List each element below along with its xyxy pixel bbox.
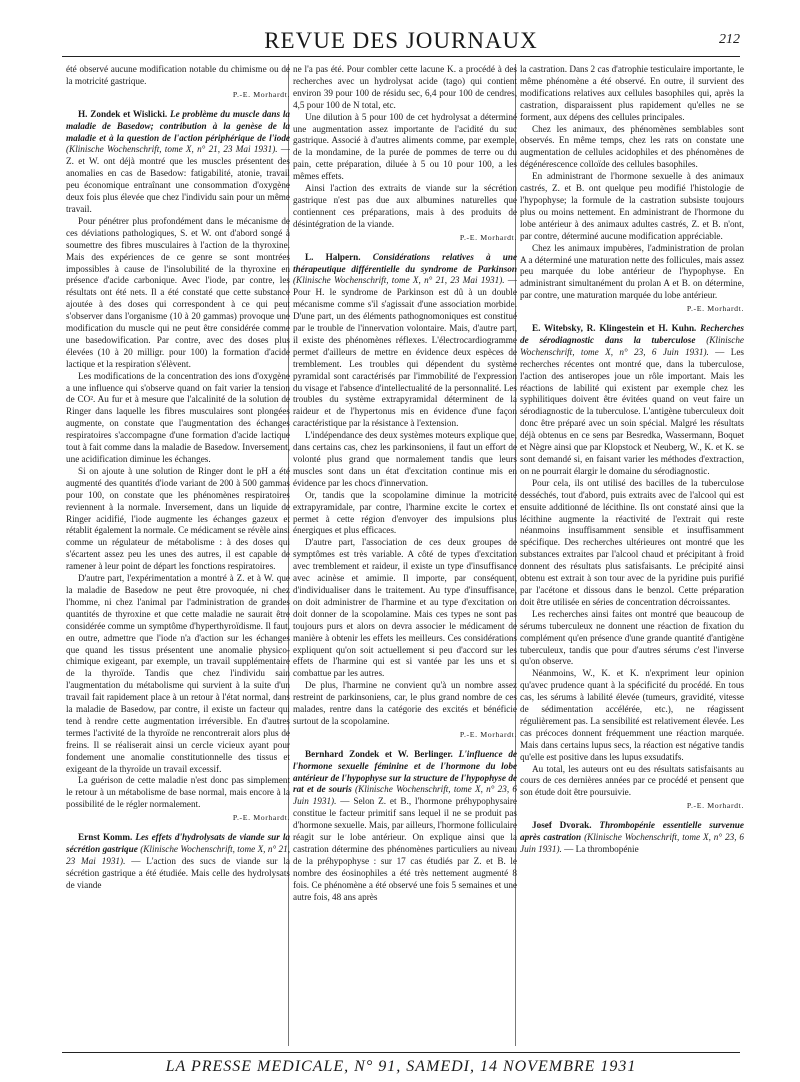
article-authors: L. Halpern. (305, 251, 361, 262)
article-reference: (Klinische Wochenschrift, tome X, n° 21, 23 Mai 1931). (293, 275, 505, 286)
page-header (62, 28, 740, 54)
paragraph: La guérison de cette maladie n'est donc pas simplement le retour à un métabolisme de base normal, mais encore à la possibilité de le régler normalement. (66, 775, 290, 810)
article-heading (66, 109, 290, 216)
paragraph: Les recherches ainsi faites ont montré que beaucoup de sérums tuberculeux ne donnent une réaction de fixation du complément qu'en présence d'une grande quantité d'antigène tuberculeux, tandis que pour d'autres sérums c'est l'inverse qu'on observe. (520, 608, 744, 667)
paragraph: ne l'a pas été. Pour combler cette lacune K. a procédé à des recherches avec un hydrolysat acide (tago) qui contient environ 39 pour 100 de résidu sec, 6,4 pour 100 de cendres, 4,5 pour 100 de N total, etc. (293, 64, 517, 110)
paragraph: D'autre part, l'expérimentation a montré à Z. et à W. que la maladie de Basedow ne peut être provoquée, ni chez l'homme, ni chez l'animal par l'administration de grandes quantités de thyroxine et que cette maladie ne saurait être considérée comme un symptôme d'hyperthyroïdisme. Il faut, en outre, admettre que l'iode n'a d'action sur les échanges que quand les tissus présentent une anomalie physico-chimique exigeant, par exemple, un travail supplémentaire de la thyroïde. Tandis que chez l'individu sain l'augmentation du métabolisme qui survient à la suite d'un travail fait rapidement place à un retour à l'état normal, dans la maladie de Basedow, par contre, il existe un facteur qui tend à rendre cette augmentation irréversible. En d'autres termes l'activité de la thyroïde ne rencontrerait alors plus de freins. Il se réaliserait ainsi un cercle vicieux ayant pour fondement une anomalie constitutionnelle des tissus et exigeant de la thyroïde un travail excessif. (66, 573, 290, 774)
page-number: 212 (719, 32, 740, 47)
article (66, 109, 290, 824)
article-title: Thrombopénie essentielle survenue après castration (520, 820, 744, 843)
paragraph: été observé aucune modification notable du chimisme ou de la motricité gastrique. (66, 64, 290, 86)
article-title: L'influence de l'hormone sexuelle féminine et de l'hormone du lobe antérieur de l'hypophyse sur la structure de l'hypophyse de rat et de souris (293, 748, 517, 795)
article-reference: (Klinische Wochenschrift, tome X, n° 21, 23 Mai 1931). (66, 844, 290, 866)
article-authors: Ernst Komm. (78, 832, 133, 843)
article (293, 749, 517, 904)
column-3 (520, 64, 744, 1046)
article-reference: (Klinische Wochenschrift, tome X, n° 23, 6 Juin 1931). (520, 334, 744, 357)
article-lead: — L'action des sucs de viande sur la sécrétion gastrique a été étudiée. Mais celle des hydrolysats de viande (66, 855, 290, 890)
author-signature: P.-E. Morhardt. (232, 813, 290, 823)
article-continuation (66, 64, 290, 101)
article-heading (293, 749, 517, 904)
author-signature: P.-E. Morhardt. (686, 304, 744, 314)
paragraph: Chez les animaux impubères, l'administration de prolan A a déterminé une maturation nette des follicules, mais assez peu marquée du lobe antérieur de l'hypophyse. En administrant simultanément du prolan A et B. on détermine, par contre, une maturation marquée du lobe antérieur. (520, 242, 744, 301)
article-title: Le problème du muscle dans la maladie de Basedow; contribution à la genèse de la maladie et à la question de l'action périphérique de l'iode (66, 108, 290, 143)
paragraph: Chez les animaux, des phénomènes semblables sont observés. En même temps, chez les rats on constate une augmentation de cellules acidophiles et des phénomènes de dégénérescence colloïde des cellules basophiles. (520, 123, 744, 170)
paragraph: Ainsi l'action des extraits de viande sur la sécrétion gastrique n'est pas due aux albumines naturelles que contiennent ces préparations, mais à des produits de désintégration de la viande. (293, 183, 517, 229)
article (293, 252, 517, 741)
paragraph: D'autre part, l'association de ces deux groupes de symptômes est très variable. A côté de types d'excitation avec tremblement et raideur, il existe un type d'insuffisance avec acinèse et amimie. Il importe, par conséquent, d'individualiser dans le traitement. Au type d'insuffisance, on doit administrer de l'harmine et au type d'excitation on doit donner de la scopolamine. Mais ces types ne sont pas toujours purs et alors on devra associer le médicament de manière à obtenir les effets les meilleurs. Ces considérations expliquent qu'on soit actuellement si peu d'accord sur les effets de l'harmine qui est si vantée par les uns et si combattue par les autres. (293, 537, 517, 679)
paragraph: Or, tandis que la scopolamine diminue la motricité extrapyramidale, par contre, l'harmine excite le cortex et permet à cette région d'envoyer des impulsions plus énergiques et plus efficaces. (293, 489, 517, 536)
article (520, 323, 744, 812)
article-lead: — Pour H. le syndrome de Parkinson est dû à un double mécanisme comme s'il s'agissait d'une association morbide. D'une part, un des éléments pathognomoniques est constitué par le trouble de l'innervation volontaire. Mais, d'autre part, il existe des phénomènes réflexes. L'électrocardiogramme permet d'ailleurs de mettre en évidence deux espèces de tremblement. Les troubles qui dépendent du système pyramidal sont caractérisés par l'immobilité de l'expression du visage et l'absence d'intellectualité de la personnalité. Les troubles du système extrapyramidal déterminent de la raideur et de l'hypertonus mis en évidence d'une façon caractéristique par la résistance à l'extension. (293, 275, 517, 429)
author-signature: P.-E. Morhardt. (459, 232, 517, 242)
author-signature: P.-E. Morhardt. (232, 89, 290, 99)
column-2 (293, 64, 517, 1046)
paragraph: Néanmoins, W., K. et K. n'expriment leur opinion qu'avec prudence quant à la spécificité du procédé. En tous cas, les sérums à labilité élevée (tumeurs, gravidité, vitesse de sédimentation accélérée, etc.), ne réagissent régulièrement pas. La sensibilité est relativement élevée. Les cas précoces donnent fréquemment une réaction marquée. Mais dans certains lupus secs, la réaction est négative tandis qu'elle est positive dans les lupus exsudatifs. (520, 668, 744, 762)
paragraph: L'indépendance des deux systèmes moteurs explique que, dans certains cas, chez les parkinsoniens, il faut un effort de volonté plus grand que normalement tandis que leurs muscles sont dans un état d'excitation continue mis en évidence par les chocs d'innervation. (293, 430, 517, 488)
article-lead: — Selon Z. et B., l'hormone préhypophysaire constitue le facteur primitif sans lequel il ne se produit pas d'hormone sexuelle. Mais, par ailleurs, l'hormone folliculaire réagit sur le lobe antérieur. On explique ainsi que la castration détermine des phénomènes particuliers au niveau de la préhypophyse : sur 17 cas étudiés par Z. et B. le nombre des éosinophiles a été très nettement augmenté 8 fois. Ce phénomène a été observé une fois 5 semaines et une autre fois, 48 ans après (293, 796, 517, 902)
article-authors: H. Zondek et Wislicki. (78, 108, 168, 119)
article-title: Considérations relatives à une thérapeutique différentielle du syndrome de Parkinson (293, 251, 517, 274)
article (66, 832, 290, 892)
article-reference: (Klinische Wochenschrift, tome X, n° 23, 6 Juin 1931). (520, 832, 744, 854)
footer-rule (62, 1052, 740, 1053)
author-signature: P.-E. Morhardt. (686, 801, 744, 811)
article-title: Les effets d'hydrolysats de viande sur la sécrétion gastrique (66, 832, 290, 854)
article-heading (520, 820, 744, 856)
author-signature: P.-E. Morhardt. (459, 729, 517, 739)
paragraph: De plus, l'harmine ne convient qu'à un nombre assez restreint de parkinsoniens, car, le plus grand nombre de ces malades, rentre dans la catégorie des excités et bénéficie surtout de la scopolamine. (293, 680, 517, 726)
article-lead: — Z. et W. ont déjà montré que les muscles présentent des anomalies en cas de Basedow: fatigabilité, atonie, travail peu économique entraînant une consommation d'oxygène deux fois plus élevée que chez l'individu sain pour un même travail. (66, 144, 290, 214)
article-authors: E. Witebsky, R. Klingestein et H. Kuhn. (532, 323, 697, 334)
header-rule (62, 56, 740, 57)
article-authors: Bernhard Zondek et W. Berlinger. (305, 748, 453, 759)
paragraph: En administrant de l'hormone sexuelle à des animaux castrés, Z. et B. ont quelque peu modifié l'histologie de l'hypophyse; la formule de la castration subsiste toujours plus ou moins nettement. En administrant de l'hormone du lobe antérieur à des animaux adultes castrés, Z. et B. n'ont, par contre, déterminé aucune modification appréciable. (520, 171, 744, 241)
paragraph: Les modifications de la concentration des ions d'oxygène a une influence qui s'observe quand on fait varier la tension de CO². Au fur et à mesure que l'alcalinité de la solution de Ringer dans laquelle les fibres musculaires sont plongées augmente, on constate que l'augmentation des échanges respiratoires s'accompagne d'une formation d'acide lactique tout à fait comme dans la maladie de Basedow. Inversement, une acidification diminue les échanges. (66, 370, 290, 464)
article-continuation (520, 64, 744, 315)
article-title: Recherches de sérodiagnostic dans la tuberculose (520, 323, 744, 345)
article-authors: Josef Dvorak. (532, 820, 592, 831)
article-lead: — Les recherches récentes ont montré que, dans la tuberculose, l'action des antiseropes joue un rôle important. Mais les réactions de labilité qui existent par exemple chez les syphilitiques doivent être évitées quand on veut faire un sérodiagnostic de la tuberculose. L'antigène tuberculeux doit donc être préparé avec un soin spécial. Malgré les résultats déjà obtenus en ce sens par Besredka, Wassermann, Boquet et Nègre ainsi que par Klopstock et Neuberg, W., K. et K. se sont demandé si, en faisant varier les méthodes d'extraction, on ne pourrait élargir le domaine du sérodiagnostic. (520, 346, 744, 476)
journal-title: REVUE DES JOURNAUX (264, 28, 538, 53)
article-heading (66, 832, 290, 892)
paragraph: Une dilution à 5 pour 100 de cet hydrolysat a déterminé une augmentation assez importante de l'acidité du suc gastrique. Associé à d'autres aliments comme, par exemple, de la mondamine, de la purée de pommes de terre ou du pain, cette préparation, diluée à 5 ou 10 pour 100, a les mêmes effets. (293, 111, 517, 182)
paragraph: Pour pénétrer plus profondément dans le mécanisme de ces déviations pathologiques, S. et W. ont d'abord songé à soumettre des fibres musculaires à l'action de la thyroxine. Mais des expériences de ce genre se sont montrées impossibles à cause de l'insolubilité de la thyroxine en présence d'acide carbonique. Avec l'iode, par contre, les résultats ont été nets. Il a été constaté que cette substance ajoutée à des doses qui correspondent à ce qui peut s'observer dans l'organisme (10 à 20 gammas) provoque une modification du muscle qui ne peut être considérée comme une basedowification. Par contre, avec des doses plus élevées (10 à 20 milligr. pour 100) la formation d'acide lactique et la respiration s'élèvent. (66, 215, 290, 369)
article-heading (293, 252, 517, 431)
paragraph: Au total, les auteurs ont eu des résultats satisfaisants au cours de ces dernières années par ce procédé et pensent que son étude doit être poursuivie. (520, 763, 744, 798)
paragraph: la castration. Dans 2 cas d'atrophie testiculaire importante, le même phénomène a été observé. En outre, il survient des modifications relatives aux cellules basophiles qui, après la castration, disparaissent plus rapidement qu'elles ne se forment, aux dépens des cellules principales. (520, 64, 744, 122)
paragraph: Pour cela, ils ont utilisé des bacilles de la tuberculose desséchés, tout d'abord, puis extraits avec de l'alcool qui est ensuite additionné de lécithine. Ils ont constaté ainsi que la lécithine augmente la réactivité de l'extrait qui reste néanmoins insuffisamment sensible et insuffisamment spécifique. Des recherches ultérieures ont montré que les substances extraites par l'alcool chaud et précipitant à froid donnent des résultats plus satisfaisants. Le précipité ainsi obtenu est extrait à son tour avec de la pyridine puis purifié par l'acétone et dissous dans le benzol. Cette préparation doit être utilisée en séries de concentration décroissantes. (520, 477, 744, 607)
article-lead: — La thrombopénie (561, 844, 639, 854)
article-reference: (Klinische Wochenschrift, tome X, n° 21, 23 Mai 1931). (66, 144, 278, 155)
article-continuation (293, 64, 517, 244)
page-footer: LA PRESSE MEDICALE, N° 91, SAMEDI, 14 NOVEMBRE 1931 (165, 1058, 637, 1075)
article-reference: (Klinische Wochenschrift, tome X, n° 23, 6 Juin 1931). (293, 784, 517, 807)
paragraph: Si on ajoute à une solution de Ringer dont le pH a été augmenté des quantités d'iode variant de 200 à 500 gammas pour 100, on constate que les phénomènes respiratoires reviennent à la normale. Inversement, dans un liquide de Ringer acidifié, l'iode augmente les échanges gazeux et rétablit également la normale. Ce médicament se révèle ainsi comme un régulateur de métabolisme : à des doses qui s'écartent assez peu les unes des autres, il est capable de ramener à leur point de départ les fonctions respiratoires. (66, 465, 290, 572)
column-1 (66, 64, 290, 1046)
article (520, 820, 744, 856)
article-heading (520, 323, 744, 478)
